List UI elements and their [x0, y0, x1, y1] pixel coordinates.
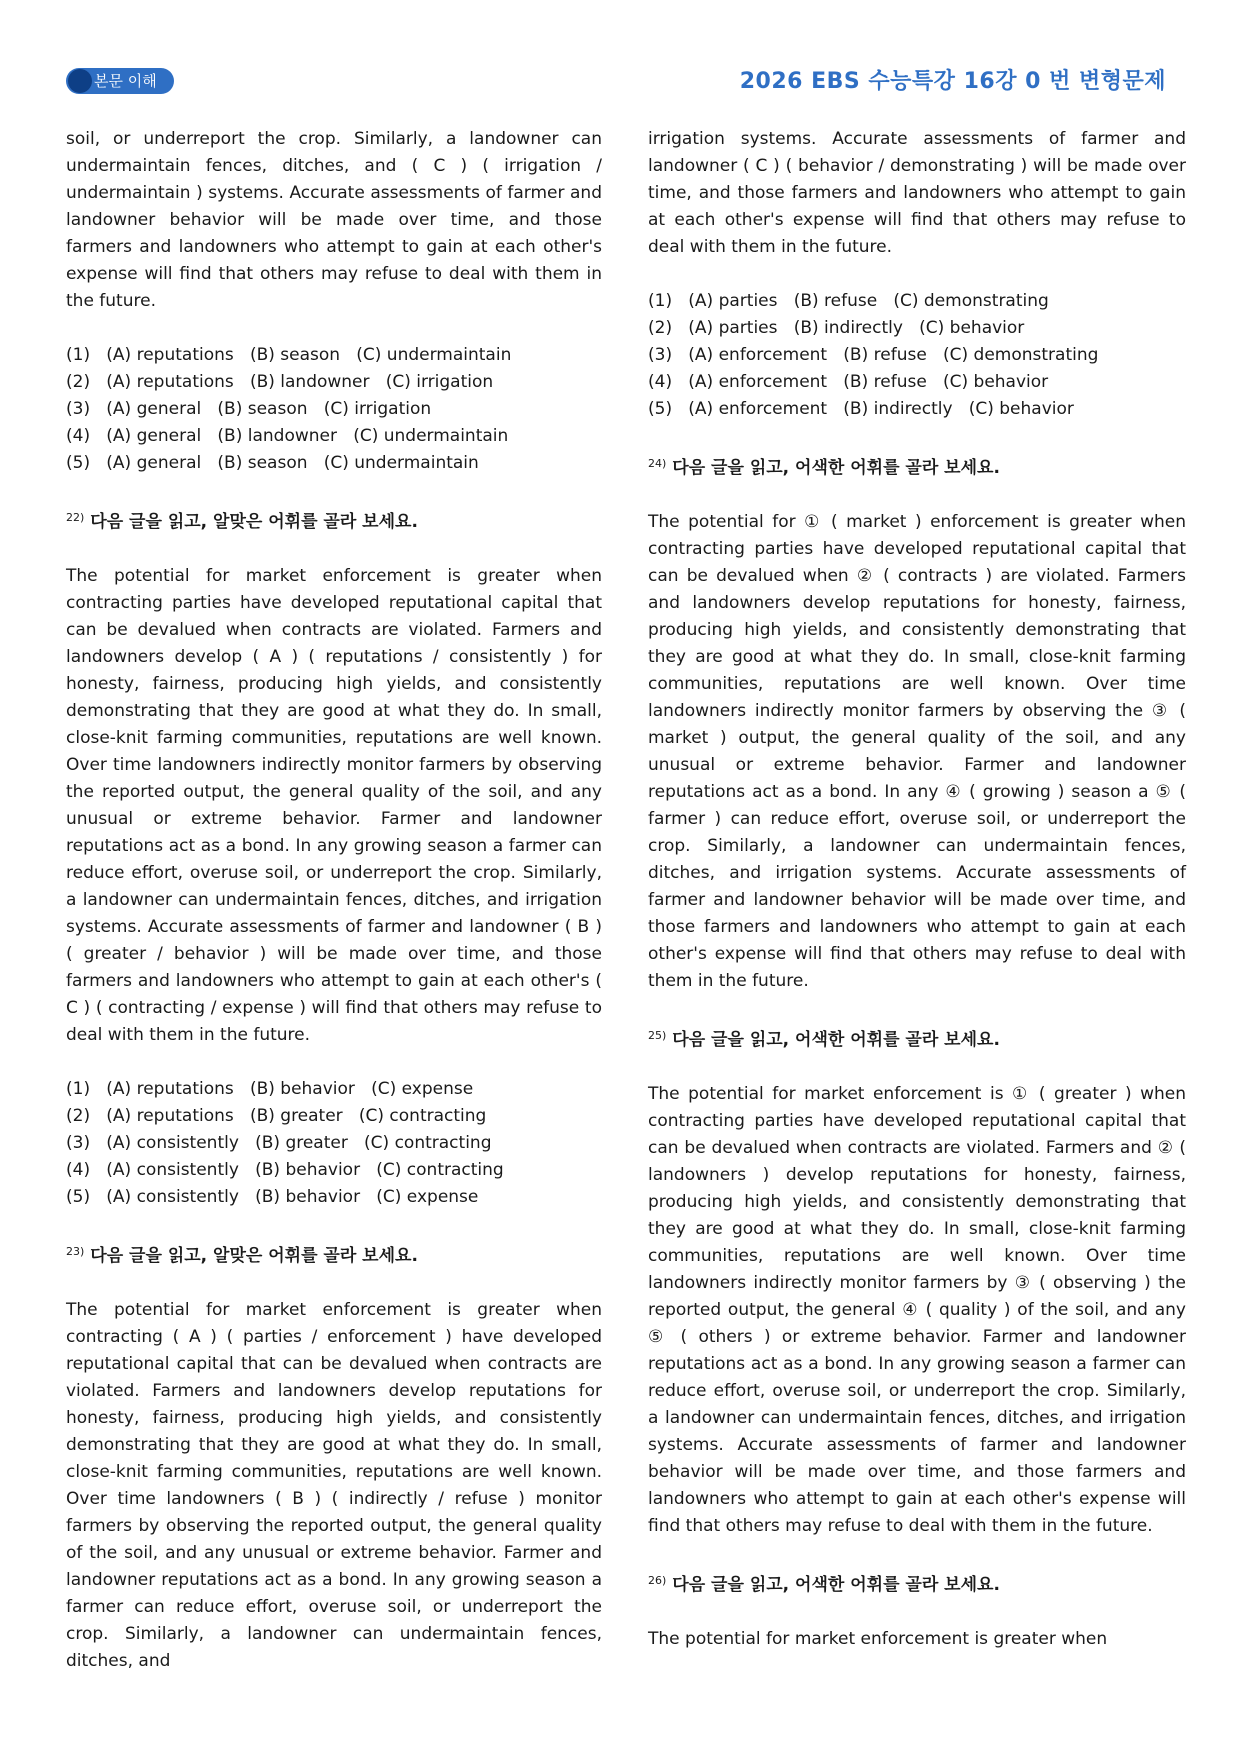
- passage-23: The potential for market enforcement is greater when contracting ( A ) ( parties / enforcement ) have developed reputational capital that can be devalued when contracts are violated. Farmers and landowners develop reputations for honesty, fairness, producing high yields, and consistently demonstrating that they are good at what they do. In small, close-knit farming communities, reputations are well known. Over time landowners ( B ) ( indirectly / refuse ) monitor farmers by observing the reported output, the general quality of the soil, and any unusual or extreme behavior. Farmer and landowner reputations act as a bond. In any growing season a farmer can reduce effort, overuse soil, or underreport the crop. Similarly, a landowner can undermaintain fences, ditches, and: [66, 1300, 602, 1671]
- passage-26: The potential for market enforcement is greater when: [648, 1629, 1108, 1649]
- answer-option: (3) (A) general (B) season (C) irrigation: [66, 399, 432, 419]
- question-number: 24): [648, 457, 667, 470]
- answer-option: (5) (A) enforcement (B) indirectly (C) behavior: [648, 399, 1074, 419]
- question-number: 26): [648, 1574, 667, 1587]
- question-number: 23): [66, 1245, 85, 1258]
- question-number: 25): [648, 1029, 667, 1042]
- passage-25: The potential for market enforcement is ① ( greater ) when contracting parties have developed reputational capital that can be devalued when contracts are violated. Farmers and ② ( landowners ) develop reputations for honesty, fairness, producing high yields, and consistently demonstrating that they are good at what they do. In small, close-knit farming communities, reputations are well known. Over time landowners indirectly monitor farmers by ③ ( observing ) the reported output, the general ④ ( quality ) of the soil, and any ⑤ ( others ) or extreme behavior. Farmer and landowner reputations act as a bond. In any growing season a farmer can reduce effort, overuse soil, or underreport the crop. Similarly, a landowner can undermaintain fences, ditches, and irrigation systems. Accurate assessments of farmer and landowner behavior will be made over time, and those farmers and landowners who attempt to gain at each other's expense will find that others may refuse to deal with them in the future.: [648, 1084, 1186, 1536]
- answer-options-22: [66, 1076, 602, 1211]
- answer-option: (4) (A) enforcement (B) refuse (C) behavior: [648, 372, 1049, 392]
- question-23: [66, 1238, 602, 1270]
- question-22: [66, 504, 602, 536]
- page-title: 2026 EBS 수능특강 16강 0 번 변형문제: [739, 69, 1166, 94]
- answer-option: (1) (A) parties (B) refuse (C) demonstrating: [648, 291, 1049, 311]
- answer-options-23: [648, 288, 1186, 423]
- passage-continued: soil, or underreport the crop. Similarly, a landowner can undermaintain fences, ditches, and ( C ) ( irrigation / undermaintain ) systems. Accurate assessments of farmer and landowner behavior will be made over time, and those farmers and landowners who attempt to gain at each other's expense will find that others may refuse to deal with them in the future.: [66, 129, 602, 311]
- answer-option: (2) (A) parties (B) indirectly (C) behavior: [648, 318, 1025, 338]
- question-prompt: 다음 글을 읽고, 어색한 어휘를 골라 보세요.: [672, 458, 1000, 478]
- question-number: 22): [66, 511, 85, 524]
- left-column: [66, 126, 602, 1702]
- answer-option: (4) (A) general (B) landowner (C) undermaintain: [66, 426, 509, 446]
- answer-option: (2) (A) reputations (B) landowner (C) irrigation: [66, 372, 494, 392]
- circle-icon: [68, 69, 92, 93]
- passage-22: The potential for market enforcement is greater when contracting parties have developed reputational capital that can be devalued when contracts are violated. Farmers and landowners develop ( A ) ( reputations / consistently ) for honesty, fairness, producing high yields, and consistently demonstrating that they are good at what they do. In small, close-knit farming communities, reputations are well known. Over time landowners indirectly monitor farmers by observing the reported output, the general quality of the soil, and any unusual or extreme behavior. Farmer and landowner reputations act as a bond. In any growing season a farmer can reduce effort, overuse soil, or underreport the crop. Similarly, a landowner can undermaintain fences, ditches, and irrigation systems. Accurate assessments of farmer and landowner ( B ) ( greater / behavior ) will be made over time, and those farmers and landowners who attempt to gain at each other's ( C ) ( contracting / expense ) will find that others may refuse to deal with them in the future.: [66, 566, 602, 1045]
- answer-option: (2) (A) reputations (B) greater (C) contracting: [66, 1106, 487, 1126]
- answer-option: (3) (A) enforcement (B) refuse (C) demonstrating: [648, 345, 1099, 365]
- page-header: [66, 62, 1166, 98]
- question-prompt: 다음 글을 읽고, 어색한 어휘를 골라 보세요.: [672, 1575, 1000, 1595]
- question-prompt: 다음 글을 읽고, 알맞은 어휘를 골라 보세요.: [90, 1246, 418, 1266]
- answer-option: (5) (A) general (B) season (C) undermaintain: [66, 453, 479, 473]
- question-24: [648, 450, 1186, 482]
- section-tag-label: 본문 이해: [94, 72, 157, 90]
- question-26: [648, 1567, 1186, 1599]
- question-prompt: 다음 글을 읽고, 알맞은 어휘를 골라 보세요.: [90, 512, 418, 532]
- passage-23-continued: irrigation systems. Accurate assessments of farmer and landowner ( C ) ( behavior / demonstrating ) will be made over time, and those farmers and landowners who attempt to gain at each other's expense will find that others may refuse to deal with them in the future.: [648, 129, 1186, 257]
- answer-option: (3) (A) consistently (B) greater (C) contracting: [66, 1133, 492, 1153]
- question-25: [648, 1022, 1186, 1054]
- right-column: [648, 126, 1186, 1680]
- answer-option: (4) (A) consistently (B) behavior (C) contracting: [66, 1160, 504, 1180]
- answer-option: (5) (A) consistently (B) behavior (C) expense: [66, 1187, 479, 1207]
- section-tag: [66, 68, 174, 94]
- question-prompt: 다음 글을 읽고, 어색한 어휘를 골라 보세요.: [672, 1030, 1000, 1050]
- answer-options-21: [66, 342, 602, 477]
- answer-option: (1) (A) reputations (B) behavior (C) expense: [66, 1079, 474, 1099]
- passage-24: The potential for ① ( market ) enforcement is greater when contracting parties have developed reputational capital that can be devalued when ② ( contracts ) are violated. Farmers and landowners develop reputations for honesty, fairness, producing high yields, and consistently demonstrating that they are good at what they do. In small, close-knit farming communities, reputations are well known. Over time landowners indirectly monitor farmers by observing the ③ ( market ) output, the general quality of the soil, and any unusual or extreme behavior. Farmer and landowner reputations act as a bond. In any ④ ( growing ) season a ⑤ ( farmer ) can reduce effort, overuse soil, or underreport the crop. Similarly, a landowner can undermaintain fences, ditches, and irrigation systems. Accurate assessments of farmer and landowner behavior will be made over time, and those farmers and landowners who attempt to gain at each other's expense will find that others may refuse to deal with them in the future.: [648, 512, 1186, 991]
- answer-option: (1) (A) reputations (B) season (C) undermaintain: [66, 345, 512, 365]
